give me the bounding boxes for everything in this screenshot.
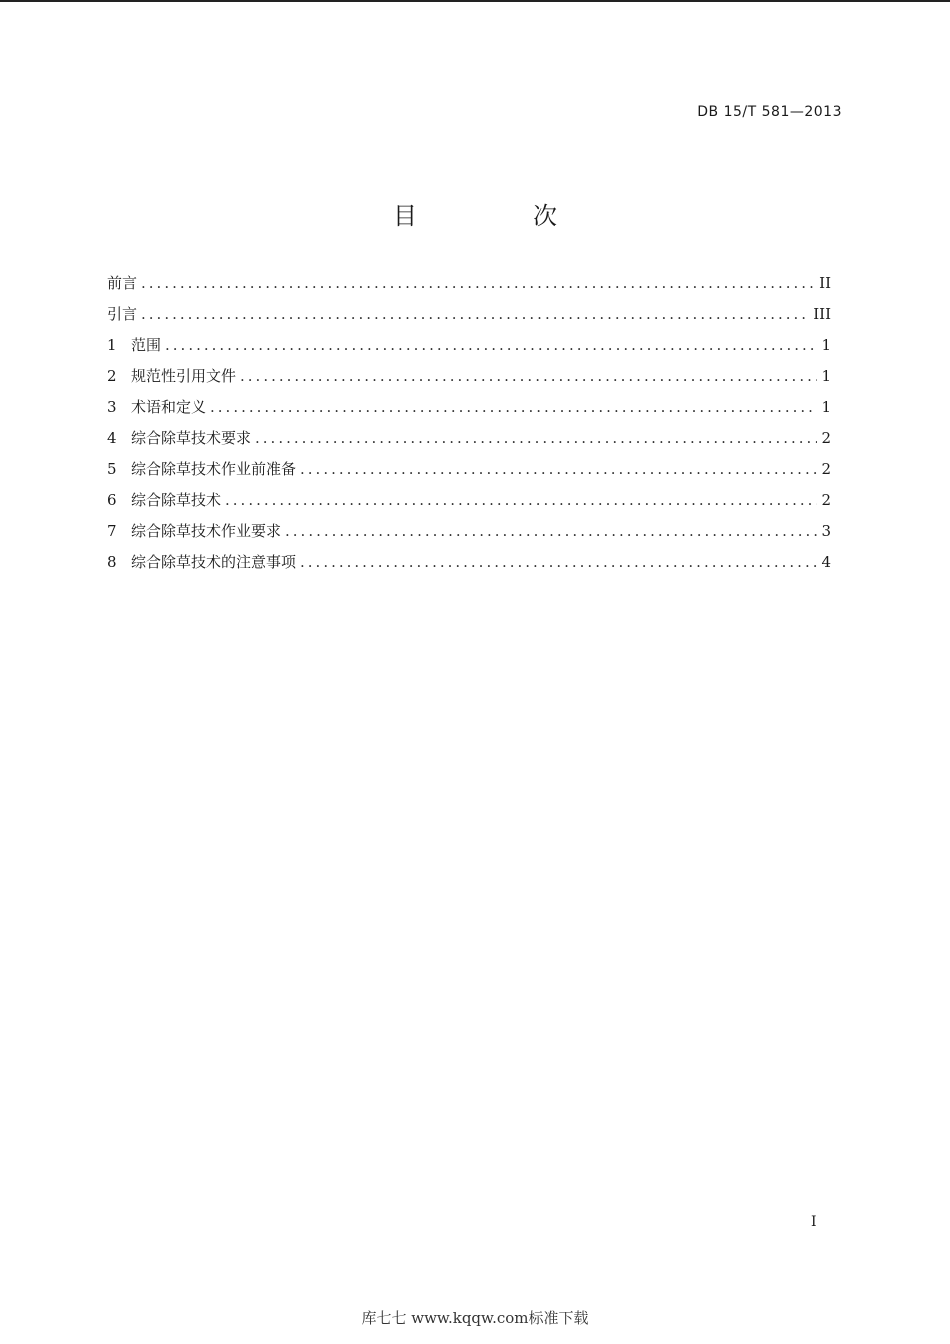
toc-entry-number: 1 [107, 336, 117, 354]
top-border-line [0, 0, 950, 2]
standard-code: DB 15/T 581—2013 [697, 104, 842, 120]
toc-leader-dots [225, 491, 817, 509]
toc-entry-page: 1 [821, 398, 831, 416]
toc-entry-page: II [819, 274, 831, 292]
toc-leader-dots [141, 274, 815, 292]
toc-entry-number: 5 [107, 460, 117, 478]
toc-entry-text: 综合除草技术作业前准备 [131, 460, 297, 478]
toc-leader-dots [210, 398, 817, 416]
toc-entry-page: 3 [821, 522, 831, 540]
toc-entry-page: 1 [821, 336, 831, 354]
toc-entry-text: 前言 [107, 274, 138, 292]
toc-leader-dots [300, 553, 817, 571]
toc-entry-5[interactable] [107, 458, 831, 489]
toc-entry-page: 4 [821, 553, 831, 571]
toc-entry-introduction[interactable] [107, 303, 831, 334]
toc-entry-text: 引言 [107, 305, 138, 323]
toc-entry-1[interactable] [107, 334, 831, 365]
toc-entry-number: 3 [107, 398, 117, 416]
toc-entry-page: 2 [821, 460, 831, 478]
toc-entry-page: 2 [821, 429, 831, 447]
toc-entry-text: 综合除草技术的注意事项 [131, 553, 297, 571]
toc-entry-text: 术语和定义 [131, 398, 207, 416]
toc-entry-2[interactable] [107, 365, 831, 396]
toc-leader-dots [300, 460, 817, 478]
toc-entry-page: 2 [821, 491, 831, 509]
toc-entry-preface[interactable] [107, 272, 831, 303]
toc-leader-dots [165, 336, 817, 354]
toc-leader-dots [240, 367, 817, 385]
toc-list [107, 272, 831, 582]
toc-entry-text: 综合除草技术作业要求 [131, 522, 282, 540]
toc-entry-text: 规范性引用文件 [131, 367, 237, 385]
toc-title: 目 次 [393, 202, 603, 230]
toc-entry-page: 1 [821, 367, 831, 385]
toc-entry-3[interactable] [107, 396, 831, 427]
toc-entry-text: 综合除草技术 [131, 491, 222, 509]
toc-entry-number: 4 [107, 429, 117, 447]
toc-entry-6[interactable] [107, 489, 831, 520]
footer-watermark: 库七七 www.kqqw.com标准下载 [361, 1309, 589, 1327]
toc-entry-text: 综合除草技术要求 [131, 429, 252, 447]
toc-entry-7[interactable] [107, 520, 831, 551]
toc-entry-number: 6 [107, 491, 117, 509]
toc-entry-4[interactable] [107, 427, 831, 458]
page-number: I [811, 1214, 817, 1230]
toc-entry-number: 7 [107, 522, 117, 540]
toc-leader-dots [285, 522, 817, 540]
toc-leader-dots [255, 429, 817, 447]
toc-entry-page: III [813, 305, 831, 323]
toc-entry-number: 2 [107, 367, 117, 385]
toc-leader-dots [141, 305, 809, 323]
toc-entry-number: 8 [107, 553, 117, 571]
toc-entry-text: 范围 [131, 336, 162, 354]
toc-entry-8[interactable] [107, 551, 831, 582]
